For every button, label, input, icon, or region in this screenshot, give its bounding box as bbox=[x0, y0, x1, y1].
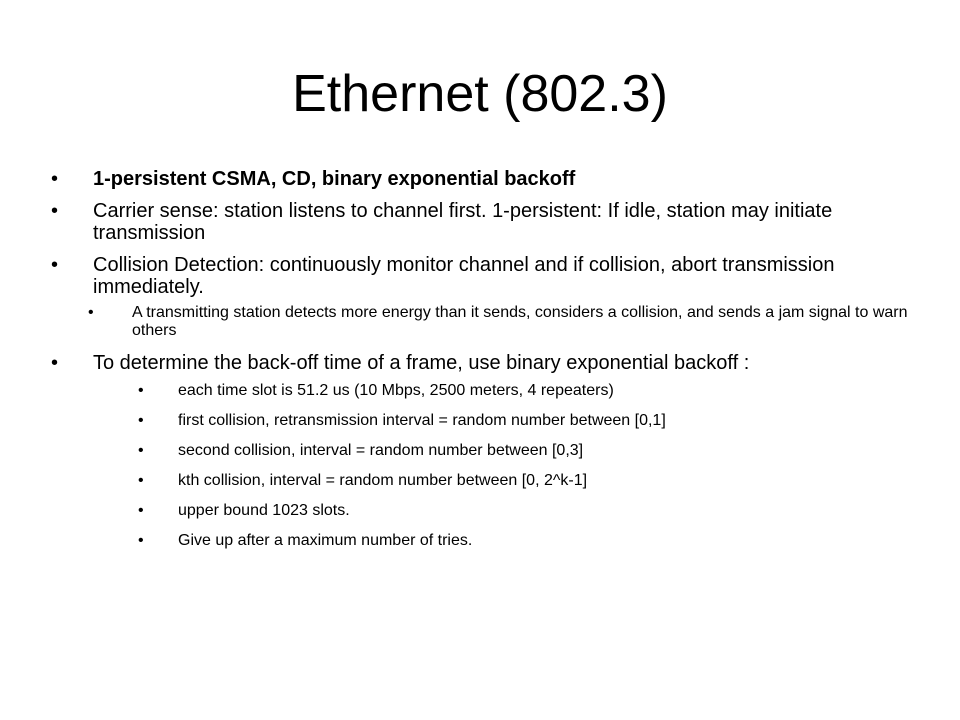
sub-bullet-text: each time slot is 51.2 us (10 Mbps, 2500 meters, 4 repeaters) bbox=[178, 382, 614, 399]
backoff-item-4 bbox=[138, 472, 912, 490]
bullet-text: Carrier sense: station listens to channel first. 1-persistent: If idle, station may initiate transmission bbox=[93, 200, 833, 244]
sub-bullet-dot: • bbox=[138, 412, 144, 429]
sub-bullet-dot: • bbox=[138, 382, 144, 399]
backoff-item-6 bbox=[138, 532, 912, 550]
sub-bullet-dot: • bbox=[88, 304, 94, 321]
bullet-text: Collision Detection: continuously monitor channel and if collision, abort transmission immediately. bbox=[93, 254, 835, 298]
sub-bullet-text: A transmitting station detects more energy than it sends, considers a collision, and sends a jam signal to warn others bbox=[132, 304, 908, 339]
bullet-3 bbox=[51, 254, 912, 298]
bullet-dot: • bbox=[51, 352, 59, 374]
sub-bullet-dot: • bbox=[138, 472, 144, 489]
sub-bullet-text: first collision, retransmission interval = random number between [0,1] bbox=[178, 412, 666, 429]
sub-bullet-dot: • bbox=[138, 532, 144, 549]
sub-bullet-text: upper bound 1023 slots. bbox=[178, 502, 350, 519]
bullet-dot: • bbox=[51, 168, 59, 190]
sub-bullet-3-1 bbox=[88, 304, 912, 340]
bullet-dot: • bbox=[51, 254, 59, 276]
backoff-item-1 bbox=[138, 382, 912, 400]
sub-bullet-dot: • bbox=[138, 442, 144, 459]
sub-bullet-dot: • bbox=[138, 502, 144, 519]
bullet-text: To determine the back-off time of a frame, use binary exponential backoff : bbox=[93, 352, 750, 374]
backoff-item-2 bbox=[138, 412, 912, 430]
bullet-4 bbox=[51, 352, 912, 374]
bullet-2 bbox=[51, 200, 912, 244]
slide-body bbox=[51, 168, 912, 562]
sub-bullet-text: second collision, interval = random number between [0,3] bbox=[178, 442, 584, 459]
bullet-dot: • bbox=[51, 200, 59, 222]
sub-bullet-text: Give up after a maximum number of tries. bbox=[178, 532, 473, 549]
sub-bullet-text: kth collision, interval = random number between [0, 2^k-1] bbox=[178, 472, 588, 489]
bullet-1 bbox=[51, 168, 912, 190]
slide-title: Ethernet (802.3) bbox=[292, 65, 668, 123]
backoff-item-5 bbox=[138, 502, 912, 520]
bullet-text: 1-persistent CSMA, CD, binary exponential backoff bbox=[93, 168, 576, 190]
backoff-item-3 bbox=[138, 442, 912, 460]
